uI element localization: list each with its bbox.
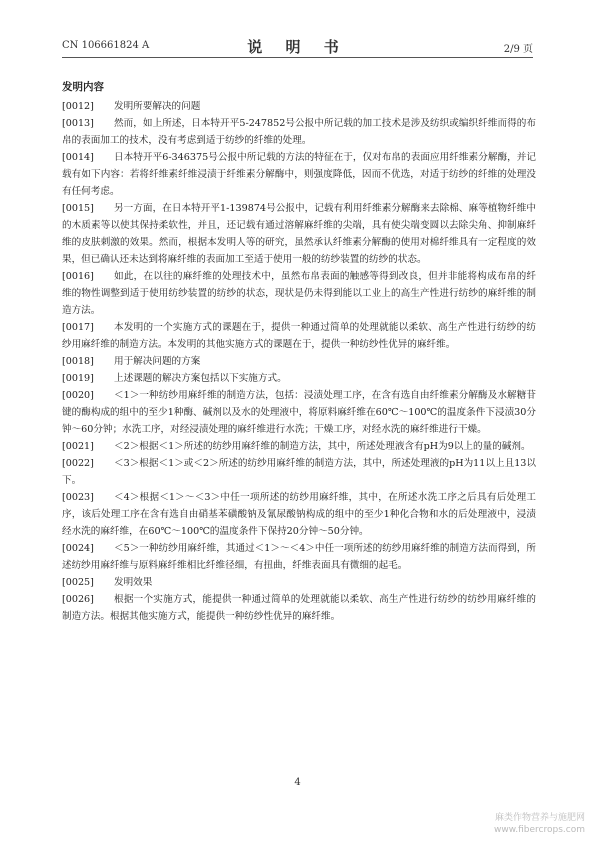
paragraph [62, 268, 536, 319]
paragraph-number: [0012] [62, 101, 94, 112]
section-title: 发明内容 [62, 81, 104, 93]
paragraph-number: [0025] [62, 577, 94, 588]
paragraph-list [62, 98, 536, 625]
paragraph-text: ＜1＞一种纺纱用麻纤维的制造方法，包括：浸渍处理工序，在含有选自由纤维素分解酶及水解糖苷键的酶构成的组中的至少1种酶、碱剂以及水的处理液中，将原料麻纤维在60℃～100℃的温度条件下浸渍30分钟～60分钟；水洗工序，对经浸渍处理的麻纤维进行水洗；干燥工序，对经水洗的麻纤维进行干燥。 [62, 390, 536, 435]
paragraph-number: [0022] [62, 458, 94, 469]
paragraph [62, 353, 536, 370]
paragraph [62, 370, 536, 387]
page-number: 4 [294, 777, 301, 788]
paragraph-number: [0023] [62, 492, 94, 503]
paragraph-number: [0018] [62, 356, 94, 367]
header-divider [62, 57, 533, 58]
paragraph-text: ＜4＞根据＜1＞～＜3＞中任一项所述的纺纱用麻纤维，其中，在所述水洗工序之后具有后处理工序，该后处理工序在含有选自由硝基苯磺酸钠及氰尿酸钠构成的组中的至少1种化合物和水的后处理液中，浸渍经水洗的麻纤维，在60℃～100℃的温度条件下保持20分钟～50分钟。 [62, 492, 536, 537]
paragraph-number: [0026] [62, 594, 94, 605]
paragraph [62, 574, 536, 591]
paragraph-text: 日本特开平6-346375号公报中所记载的方法的特征在于，仅对布帛的表面应用纤维素分解酶，并记载有如下内容：若将纤维素纤维浸渍于纤维素分解酶中，则强度降低，因而不优选，对适于纺纱的纤维的处理没有任何考虑。 [62, 152, 536, 197]
paragraph [62, 98, 536, 115]
patent-number: CN 106661824 A [62, 40, 150, 51]
paragraph-text: 如此，在以往的麻纤维的处理技术中，虽然布帛表面的触感等得到改良，但并非能将构成布帛的纤维的物性调整到适于使用纺纱装置的纺纱的状态，现状是仍未得到能以工业上的高生产性进行纺纱的麻纤维的制造方法。 [62, 271, 536, 316]
paragraph-number: [0014] [62, 152, 94, 163]
watermark-name: 麻类作物营养与施肥网 [494, 813, 585, 823]
paragraph-text: 上述课题的解决方案包括以下实施方式。 [114, 373, 287, 384]
paragraph [62, 115, 536, 149]
paragraph-text: 本发明的一个实施方式的课题在于，提供一种通过简单的处理就能以柔软、高生产性进行纺纱的纺纱用麻纤维的制造方法。本发明的其他实施方式的课题在于，提供一种纺纱性优异的麻纤维。 [62, 322, 536, 350]
paragraph-number: [0015] [62, 203, 94, 214]
paragraph-number: [0024] [62, 543, 94, 554]
paragraph [62, 387, 536, 438]
paragraph-text: ＜2＞根据＜1＞所述的纺纱用麻纤维的制造方法，其中，所述处理液含有pH为9以上的量的碱剂。 [114, 441, 531, 452]
paragraph-text: 另一方面，在日本特开平1-139874号公报中，记载有利用纤维素分解酶来去除棉、麻等植物纤维中的木质素等以使其保持柔软性，并且，还记载有通过溶解麻纤维的尖端，具有使尖端变圆以去除尖角、抑制麻纤维的皮肤刺激的效果。然而，根据本发明人等的研究，虽然承认纤维素分解酶的使用对棉纤维具有一定程度的效果，但已确认还未达到将麻纤维的表面加工至适于使用一般的纺纱装置的纺纱的状态。 [62, 203, 536, 265]
paragraph-number: [0016] [62, 271, 94, 282]
watermark-url: www.fibercrops.com [494, 825, 585, 835]
document-title: 说 明 书 [247, 38, 348, 56]
document-body [62, 80, 536, 625]
paragraph-text: 发明所要解决的问题 [114, 101, 201, 112]
paragraph-number: [0019] [62, 373, 94, 384]
paragraph-number: [0020] [62, 390, 94, 401]
paragraph-text: 然而，如上所述，日本特开平5-247852号公报中所记载的加工技术是涉及纺织或编织纤维而得的布帛的表面加工的技术，没有考虑到适于纺纱的纤维的处理。 [62, 118, 536, 146]
page-count: 2/9 页 [503, 44, 533, 55]
paragraph-text: ＜5＞一种纺纱用麻纤维，其通过＜1＞～＜4＞中任一项所述的纺纱用麻纤维的制造方法而得到，所述纺纱用麻纤维与原料麻纤维相比纤维径细，有扭曲，纤维表面具有微细的起毛。 [62, 543, 536, 571]
paragraph-text: 根据一个实施方式，能提供一种通过简单的处理就能以柔软、高生产性进行纺纱的纺纱用麻纤维的制造方法。根据其他实施方式，能提供一种纺纱性优异的麻纤维。 [62, 594, 536, 622]
paragraph [62, 455, 536, 489]
paragraph [62, 319, 536, 353]
paragraph-number: [0013] [62, 118, 94, 129]
paragraph [62, 200, 536, 268]
paragraph [62, 438, 536, 455]
paragraph-number: [0021] [62, 441, 94, 452]
paragraph [62, 489, 536, 540]
paragraph-text: ＜3＞根据＜1＞或＜2＞所述的纺纱用麻纤维的制造方法，其中，所述处理液的pH为11以上且13以下。 [62, 458, 536, 486]
paragraph-number: [0017] [62, 322, 94, 333]
paragraph-text: 用于解决问题的方案 [114, 356, 201, 367]
page-header [62, 36, 533, 54]
paragraph-text: 发明效果 [114, 577, 153, 588]
paragraph [62, 149, 536, 200]
paragraph [62, 591, 536, 625]
paragraph [62, 540, 536, 574]
watermark [494, 812, 585, 836]
